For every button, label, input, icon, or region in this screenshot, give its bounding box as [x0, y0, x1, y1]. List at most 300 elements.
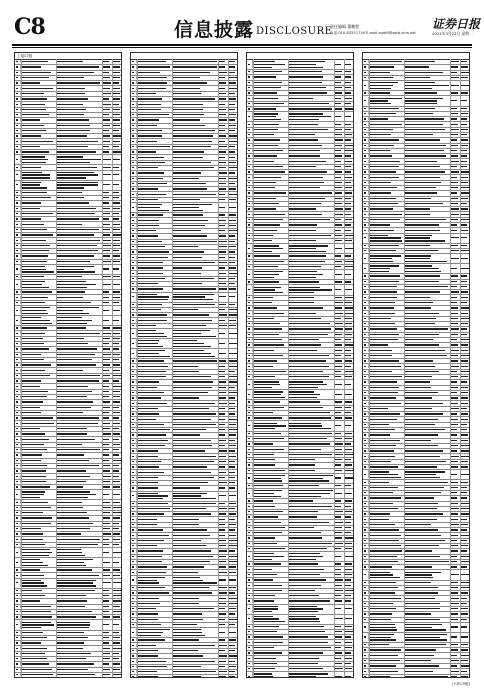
- text-line: [173, 635, 205, 636]
- table-cell: [113, 191, 121, 194]
- text-line: [132, 325, 134, 326]
- text-line: [103, 658, 110, 659]
- table-cell: [451, 518, 459, 521]
- text-line: [335, 569, 341, 570]
- text-line: [173, 230, 201, 231]
- table-cell: [57, 657, 101, 660]
- text-line: [335, 647, 341, 648]
- text-line: [219, 550, 227, 551]
- table-cell: [103, 280, 111, 288]
- table-cell: [57, 432, 101, 435]
- table-cell: [461, 423, 469, 426]
- table-cell: [335, 122, 343, 125]
- table-cell: [173, 303, 217, 306]
- text-line: [370, 166, 399, 167]
- text-line: [173, 445, 212, 446]
- text-line: [138, 296, 169, 297]
- text-line: [248, 82, 250, 83]
- text-line: [405, 477, 440, 478]
- table-cell: [345, 641, 353, 644]
- text-line: [335, 626, 341, 627]
- text-line: [57, 370, 83, 371]
- table-cell: [113, 260, 121, 263]
- text-line: [113, 523, 119, 524]
- table-cell: [22, 411, 54, 414]
- text-line: [335, 307, 342, 308]
- text-line: [461, 350, 468, 351]
- text-line: [370, 634, 394, 635]
- text-line: [16, 460, 18, 461]
- text-line: [254, 543, 277, 544]
- text-line: [132, 676, 134, 677]
- text-line: [229, 157, 235, 158]
- table-cell: [370, 311, 402, 314]
- table-cell: [173, 439, 217, 442]
- text-line: [370, 177, 399, 178]
- text-line: [248, 459, 250, 460]
- table-cell: [370, 402, 402, 405]
- table-cell: [289, 411, 333, 414]
- table-cell: [173, 518, 217, 521]
- text-line: [22, 93, 44, 94]
- text-line: [103, 119, 110, 120]
- table-cell: [173, 470, 217, 473]
- table-cell: [345, 311, 353, 314]
- text-line: [57, 517, 89, 518]
- text-line: [248, 454, 250, 455]
- table-cell: [113, 265, 121, 273]
- table-cell: [370, 533, 402, 536]
- table-cell: [173, 308, 217, 311]
- table-cell: [345, 133, 353, 136]
- table-cell: [451, 412, 459, 415]
- table-cell: [138, 412, 170, 415]
- table-cell: [461, 274, 469, 277]
- text-line: [289, 569, 324, 570]
- text-line: [113, 213, 119, 214]
- table-cell: [229, 193, 237, 196]
- table-cell: [57, 265, 101, 273]
- table-cell: [113, 353, 121, 356]
- text-line: [57, 433, 87, 434]
- table-cell: [345, 562, 353, 565]
- text-line: [132, 135, 134, 136]
- text-line: [57, 585, 96, 586]
- text-line: [229, 246, 236, 247]
- editor-line: 责任编辑 董鹏程: [330, 24, 360, 29]
- text-line: [370, 318, 391, 319]
- table-cell: [229, 596, 237, 599]
- text-line: [289, 490, 333, 491]
- table-cell: [289, 562, 333, 565]
- table-cell: [345, 338, 353, 341]
- text-line: [173, 299, 213, 300]
- text-line: [405, 466, 437, 467]
- text-line: [229, 381, 237, 382]
- text-line: [219, 556, 226, 557]
- table-cell: [370, 244, 402, 247]
- table-cell: [219, 349, 227, 357]
- text-line: [113, 291, 120, 292]
- table-cell: [289, 75, 333, 78]
- table-cell: [451, 560, 459, 563]
- text-line: [57, 580, 96, 581]
- table-cell: [335, 662, 343, 665]
- table-cell: [451, 97, 459, 105]
- text-line: [405, 671, 433, 672]
- text-line: [16, 114, 18, 115]
- text-line: [113, 135, 121, 136]
- text-line: [345, 98, 352, 99]
- text-line: [22, 632, 43, 633]
- text-line: [138, 343, 158, 344]
- text-line: [173, 146, 211, 147]
- text-line: [22, 517, 52, 518]
- text-line: [248, 71, 250, 72]
- text-line: [229, 639, 236, 640]
- table-cell: [229, 417, 237, 420]
- table-cell: [289, 270, 333, 278]
- table-cell: [22, 223, 54, 226]
- text-line: [364, 230, 366, 231]
- text-line: [229, 77, 237, 78]
- table-cell: [335, 234, 343, 237]
- table-cell: [461, 380, 469, 383]
- text-line: [22, 575, 44, 576]
- table-cell: [370, 555, 402, 558]
- text-line: [364, 574, 366, 575]
- table-cell: [138, 586, 170, 589]
- text-line: [405, 161, 437, 162]
- text-line: [229, 314, 237, 315]
- text-line: [461, 286, 467, 287]
- text-line: [229, 661, 235, 662]
- table-cell: [461, 407, 469, 410]
- text-line: [451, 366, 459, 367]
- table-cell: [335, 400, 343, 403]
- text-line: [103, 454, 109, 455]
- text-line: [364, 376, 366, 377]
- text-line: [461, 550, 467, 551]
- table-cell: [405, 675, 449, 678]
- table-cell: [138, 449, 170, 452]
- table-cell: [461, 165, 469, 168]
- text-line: [405, 487, 444, 488]
- table-cell: [103, 108, 111, 111]
- text-line: [229, 104, 235, 105]
- table-cell: [254, 583, 286, 586]
- table-cell: [22, 527, 54, 530]
- table-cell: [289, 630, 333, 633]
- table-cell: [103, 379, 111, 382]
- table-cell: [57, 641, 101, 644]
- table-cell: [229, 555, 237, 558]
- table-cell: [335, 197, 343, 200]
- text-line: [461, 413, 468, 414]
- text-line: [138, 598, 159, 599]
- table-cell: [57, 97, 101, 100]
- table-cell: [57, 511, 101, 514]
- text-line: [461, 592, 468, 593]
- table-cell: [57, 668, 101, 671]
- table-cell: [57, 480, 101, 483]
- text-line: [405, 540, 445, 541]
- table-cell: [370, 486, 402, 489]
- table-cell: [173, 428, 217, 431]
- text-line: [451, 328, 459, 329]
- table-cell: [345, 254, 353, 257]
- text-line: [22, 653, 45, 654]
- table-cell: [335, 270, 343, 278]
- text-line: [138, 314, 167, 315]
- text-line: [219, 650, 225, 651]
- text-line: [113, 569, 120, 570]
- text-line: [405, 61, 435, 62]
- text-line: [132, 82, 134, 83]
- table-cell: [345, 416, 353, 419]
- text-line: [289, 428, 331, 429]
- text-line: [364, 286, 366, 287]
- text-line: [57, 470, 86, 471]
- table-cell: [113, 374, 121, 377]
- text-line: [22, 544, 45, 545]
- text-line: [22, 224, 44, 225]
- text-line: [113, 674, 121, 675]
- text-line: [113, 460, 121, 461]
- table-cell: [289, 349, 333, 352]
- table-cell: [335, 186, 343, 189]
- table-cell: [103, 384, 111, 387]
- table-cell: [22, 280, 54, 288]
- table-cell: [173, 675, 217, 678]
- text-line: [364, 649, 366, 650]
- text-line: [335, 371, 341, 372]
- table-cell: [405, 186, 449, 189]
- table-cell: [57, 60, 101, 63]
- text-line: [103, 88, 110, 89]
- table-cell: [103, 500, 111, 503]
- table-cell: [173, 502, 217, 505]
- table-cell: [370, 623, 402, 631]
- text-line: [16, 192, 18, 193]
- text-line: [370, 355, 392, 356]
- table-cell: [113, 636, 121, 639]
- table-cell: [103, 538, 111, 541]
- table-cell: [405, 60, 449, 63]
- table-cell: [335, 625, 343, 628]
- text-line: [229, 353, 237, 354]
- text-line: [113, 653, 119, 654]
- text-line: [22, 261, 47, 262]
- table-cell: [335, 536, 343, 539]
- text-line: [229, 283, 235, 284]
- table-cell: [173, 150, 217, 153]
- text-line: [219, 366, 225, 367]
- table-cell: [57, 260, 101, 263]
- text-line: [364, 150, 366, 151]
- text-line: [113, 486, 120, 487]
- text-line: [219, 353, 226, 354]
- table-cell: [229, 428, 237, 431]
- text-line: [451, 424, 458, 425]
- text-line: [248, 668, 250, 669]
- table-cell: [451, 439, 459, 442]
- table-cell: [335, 573, 343, 576]
- text-line: [405, 603, 440, 604]
- table-cell: [254, 578, 286, 581]
- table-cell: [451, 539, 459, 542]
- text-line: [254, 642, 283, 643]
- text-line: [364, 556, 366, 557]
- text-line: [405, 587, 438, 588]
- text-line: [173, 262, 215, 263]
- table-cell: [113, 437, 121, 440]
- text-line: [405, 503, 438, 504]
- table-cell: [335, 615, 343, 623]
- text-line: [229, 472, 235, 473]
- table-cell: [103, 480, 111, 483]
- table-cell: [254, 218, 286, 221]
- table-cell: [289, 605, 333, 613]
- text-line: [103, 624, 109, 625]
- table-cell: [451, 264, 459, 272]
- text-line: [364, 397, 366, 398]
- table-cell: [103, 641, 111, 644]
- text-line: [405, 471, 445, 472]
- text-line: [370, 598, 401, 599]
- text-line: [364, 626, 366, 627]
- text-line: [461, 587, 469, 588]
- table-cell: [335, 594, 343, 597]
- text-line: [335, 328, 343, 329]
- text-line: [173, 325, 206, 326]
- text-line: [132, 343, 134, 344]
- table-cell: [22, 641, 54, 644]
- table-cell: [461, 327, 469, 330]
- table-cell: [219, 171, 227, 174]
- table-cell: [103, 573, 111, 576]
- table-cell: [57, 301, 101, 304]
- text-line: [405, 366, 435, 367]
- table-cell: [229, 364, 237, 367]
- text-line: [405, 408, 432, 409]
- section-title-cn: 信息披露: [174, 19, 255, 41]
- text-line: [254, 139, 280, 140]
- table-cell: [103, 522, 111, 525]
- text-line: [57, 125, 90, 126]
- text-line: [345, 230, 351, 231]
- table-cell: [370, 175, 402, 178]
- text-line: [138, 456, 158, 457]
- table-cell: [405, 496, 449, 499]
- table-cell: [229, 549, 237, 552]
- table-cell: [57, 171, 101, 179]
- table-cell: [370, 107, 402, 110]
- table-cell: [138, 675, 170, 678]
- text-line: [173, 381, 213, 382]
- table-cell: [345, 499, 353, 502]
- text-line: [103, 544, 109, 545]
- table-cell: [229, 134, 237, 137]
- table-cell: [289, 239, 333, 242]
- text-line: [289, 251, 326, 252]
- text-line: [138, 146, 170, 147]
- text-line: [289, 307, 323, 308]
- text-line: [16, 533, 18, 534]
- text-line: [57, 297, 83, 298]
- table-cell: [229, 602, 237, 605]
- table-cell: [345, 354, 353, 357]
- text-line: [451, 334, 458, 335]
- table-cell: [229, 250, 237, 253]
- table-cell: [335, 213, 343, 216]
- table-cell: [405, 213, 449, 216]
- text-line: [132, 314, 134, 315]
- table-cell: [57, 475, 101, 478]
- text-line: [461, 671, 467, 672]
- text-line: [461, 556, 469, 557]
- table-cell: [345, 635, 353, 638]
- text-line: [405, 208, 430, 209]
- table-cell: [22, 532, 54, 535]
- table-cell: [461, 470, 469, 478]
- table-cell: [229, 171, 237, 174]
- table-cell: [138, 359, 170, 362]
- table-cell: [461, 533, 469, 536]
- table-cell: [173, 240, 217, 243]
- table-cell: [335, 97, 343, 100]
- table-cell: [57, 548, 101, 556]
- text-line: [405, 482, 448, 483]
- text-line: [138, 188, 158, 189]
- text-line: [229, 162, 236, 163]
- text-line: [219, 508, 227, 509]
- text-line: [138, 635, 161, 636]
- text-line: [138, 207, 160, 208]
- table-cell: [229, 161, 237, 164]
- table-cell: [335, 207, 343, 210]
- text-line: [370, 219, 400, 220]
- text-line: [254, 384, 280, 385]
- table-cell: [254, 306, 286, 309]
- table-cell: [461, 391, 469, 394]
- text-line: [405, 66, 429, 67]
- table-cell: [254, 270, 286, 278]
- text-line: [103, 575, 110, 576]
- table-cell: [57, 217, 101, 220]
- table-cell: [451, 496, 459, 499]
- table-cell: [138, 277, 170, 280]
- text-line: [335, 64, 341, 65]
- text-line: [335, 360, 342, 361]
- table-cell: [335, 311, 343, 314]
- text-line: [254, 376, 275, 377]
- table-cell: [173, 555, 217, 558]
- table-cell: [370, 465, 402, 468]
- text-line: [405, 85, 449, 86]
- table-cell: [219, 256, 227, 259]
- text-line: [229, 598, 237, 599]
- table-cell: [335, 306, 343, 309]
- text-line: [345, 187, 352, 188]
- text-line: [219, 413, 225, 414]
- text-line: [364, 258, 366, 259]
- text-line: [57, 119, 89, 120]
- text-line: [132, 540, 134, 541]
- table-cell: [370, 596, 402, 599]
- text-line: [229, 235, 235, 236]
- table-cell: [173, 644, 217, 647]
